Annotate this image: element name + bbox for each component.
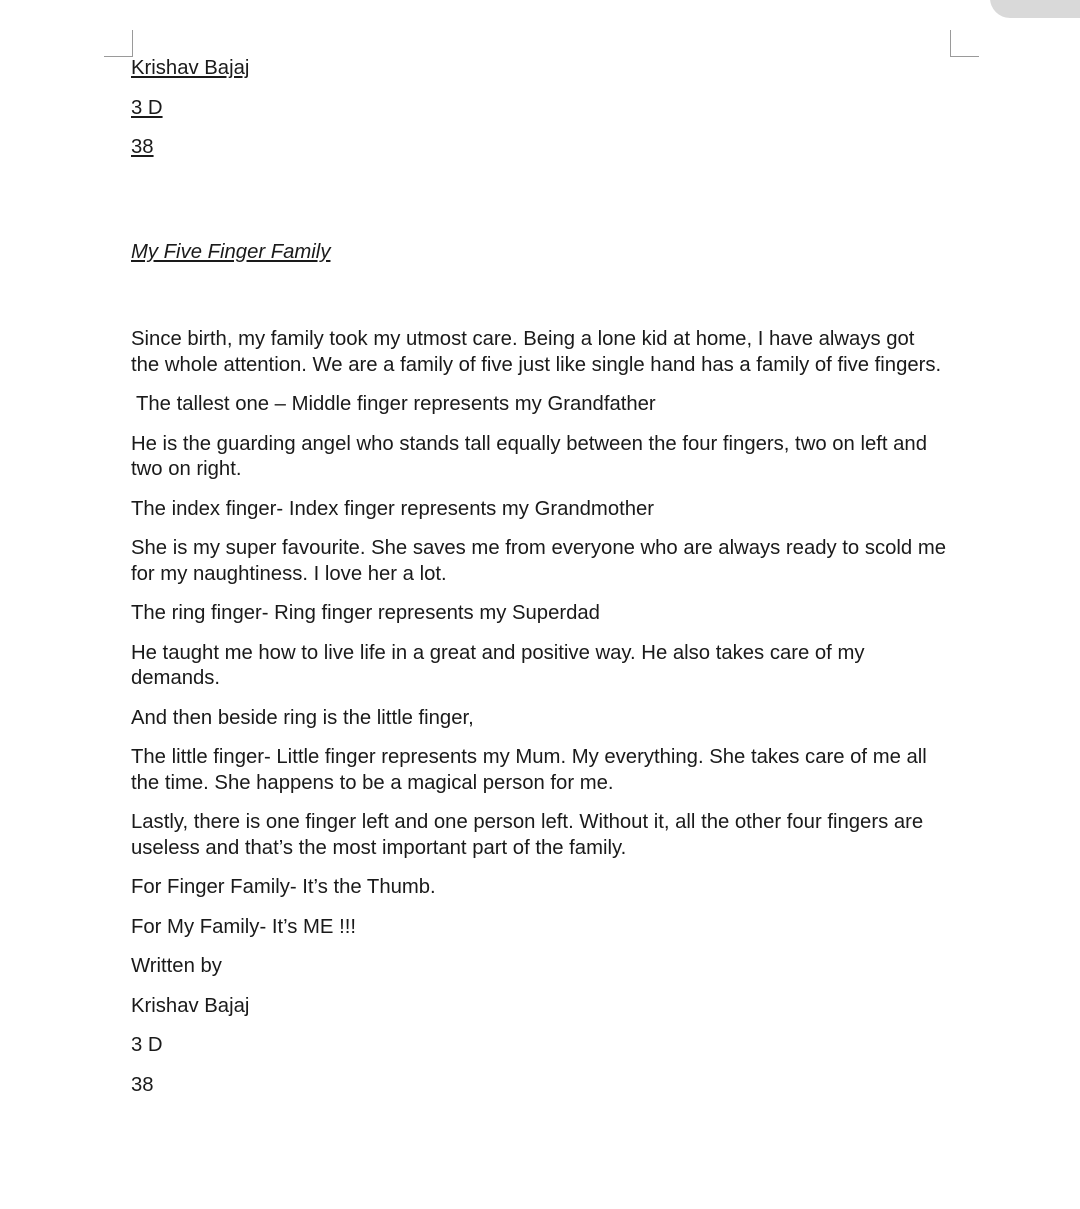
paragraph-thumb: For Finger Family- It’s the Thumb. (131, 876, 436, 898)
paragraph-lastly: Lastly, there is one finger left and one person left. Without it, all the other four fingers are useless and that’s the most important part of the family. (131, 811, 924, 859)
footer-written-by: Written by (131, 955, 222, 977)
paragraph-little-finger-intro: And then beside ring is the little finger, (131, 706, 474, 729)
header-name: Krishav Bajaj (131, 57, 250, 79)
margin-corner-mark-right (950, 30, 979, 57)
header-class: 3 D (131, 96, 163, 119)
paragraph-me: For My Family- It’s ME !!! (131, 915, 356, 938)
paragraph-intro: Since birth, my family took my utmost care. Being a lone kid at home, I have always got the whole attention. We are a family of five just like single hand has a family of five fingers. (131, 328, 942, 376)
document-page (131, 56, 946, 1112)
paragraph-middle-finger: The tallest one – Middle finger represents my Grandfather (136, 393, 656, 415)
paragraph-grandmother: She is my super favourite. She saves me from everyone who are always ready to scold me for my naughtiness. I love her a lot. (131, 537, 946, 585)
footer-roll: 38 (131, 1073, 154, 1096)
footer-class: 3 D (131, 1034, 163, 1056)
paragraph-ring-finger: The ring finger- Ring finger represents my Superdad (131, 602, 600, 624)
paragraph-grandfather: He is the guarding angel who stands tall equally between the four fingers, two on left and two on right. (131, 432, 927, 480)
paragraph-mum: The little finger- Little finger represents my Mum. My everything. She takes care of me all the time. She happens to be a magical person for me. (131, 746, 927, 794)
header-roll: 38 (131, 136, 154, 158)
footer-name: Krishav Bajaj (131, 994, 250, 1017)
paragraph-index-finger: The index finger- Index finger represents my Grandmother (131, 497, 655, 520)
document-title: My Five Finger Family (131, 240, 331, 263)
scrollbar-handle[interactable] (990, 0, 1080, 18)
paragraph-superdad: He taught me how to live life in a great and positive way. He also takes care of my demands. (131, 641, 865, 689)
margin-corner-mark-left (104, 30, 133, 57)
